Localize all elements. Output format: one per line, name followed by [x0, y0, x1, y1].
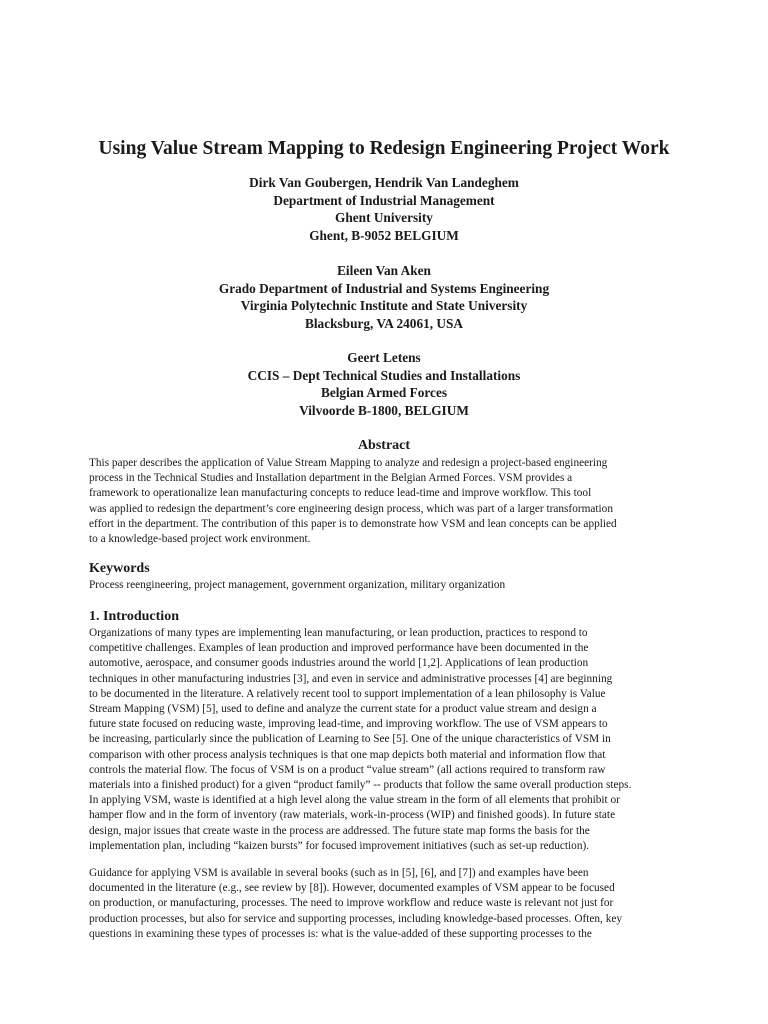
author-department: Grado Department of Industrial and Systems Engineering — [218, 280, 550, 296]
author-names: Geert Letens — [347, 350, 421, 365]
paragraph-line: implementation plan, including “kaizen bursts” for focused improvement initiatives (such as set-up reduction). — [89, 839, 590, 852]
paragraph-line: documented in the literature (e.g., see review by [8]). However, documented examples of VSM appear to be focused — [89, 882, 615, 895]
abstract-line: This paper describes the application of Value Stream Mapping to analyze and redesign a project-based engineering — [89, 457, 608, 469]
author-block-ccis — [0, 349, 768, 419]
keywords-body — [89, 578, 681, 593]
paragraph-line: to be documented in the literature. A relatively recent tool to support implementation of a lean philosophy is Value — [89, 687, 606, 700]
introduction-heading: 1. Introduction — [89, 609, 179, 624]
paragraph-line: In applying VSM, waste is identified at a high level along the value stream in the form of all elements that prohibit or — [89, 794, 620, 807]
author-names: Dirk Van Goubergen, Hendrik Van Landeghem — [249, 175, 519, 190]
paragraph-line: be increasing, particularly since the publication of Learning to See [5]. One of the unique characteristics of VSM in — [89, 733, 611, 746]
introduction-paragraph-1 — [89, 626, 681, 854]
paragraph-line: techniques in other manufacturing industries [3], and even in service and administrative processes [4] are beginning — [89, 672, 613, 685]
author-institution: Belgian Armed Forces — [320, 385, 448, 400]
paragraph-line: design, major issues that create waste in the process are addressed. The future state map forms the basis for the — [89, 824, 590, 837]
abstract-heading: Abstract — [357, 438, 411, 453]
paragraph-line: production processes, but also for service and supporting processes, including knowledge-based processes. Often, key — [89, 912, 623, 925]
abstract-body — [89, 456, 681, 547]
introduction-paragraph-2 — [89, 866, 681, 942]
author-department: CCIS – Dept Technical Studies and Installations — [247, 367, 521, 383]
abstract-line: was applied to redesign the department’s core engineering design process, which was part of a larger transformation — [89, 502, 613, 515]
paragraph-line: on production, or manufacturing, processes. The need to improve workflow and reduce waste is relevant not just for — [89, 897, 614, 910]
author-institution: Virginia Polytechnic Institute and State University — [240, 298, 528, 313]
paper-title: Using Value Stream Mapping to Redesign Engineering Project Work — [98, 138, 670, 159]
paragraph-line: Stream Mapping (VSM) [5], used to define and analyze the current state for a product value stream and design a — [89, 703, 597, 716]
abstract-line: effort in the department. The contribution of this paper is to demonstrate how VSM and lean concepts can be applied — [89, 517, 617, 530]
paragraph-line: questions in examining these types of processes is: what is the value-added of these supporting processes to the — [89, 927, 592, 940]
author-address: Vilvoorde B-1800, BELGIUM — [299, 402, 469, 418]
paragraph-line: future state focused on reducing waste, improving lead-time, and improving workflow. The use of VSM appears to — [89, 718, 608, 731]
author-block-ghent — [0, 174, 768, 244]
keywords-text: Process reengineering, project management, government organization, military organization — [89, 579, 506, 591]
paragraph-line: automotive, aerospace, and consumer goods industries around the world [1,2]. Applications of lean production — [89, 657, 589, 670]
author-department: Department of Industrial Management — [273, 192, 495, 208]
paragraph-line: comparison with other process analysis techniques is that one map depicts both material and information flow that — [89, 748, 606, 761]
abstract-line: process in the Technical Studies and Installation department in the Belgian Armed Forces. VSM provides a — [89, 472, 573, 485]
author-institution: Ghent University — [335, 210, 433, 225]
author-block-virginia-tech — [0, 262, 768, 332]
paragraph-line: competitive challenges. Examples of lean production and improved performance have been documented in the — [89, 642, 589, 655]
paragraph-line: Guidance for applying VSM is available in several books (such as in [5], [6], and [7]) and examples have been — [89, 867, 589, 879]
paragraph-line: hamper flow and in the form of inventory (raw materials, work-in-process (WIP) and finished goods). In future state — [89, 809, 616, 822]
author-address: Blacksburg, VA 24061, USA — [304, 315, 463, 331]
paragraph-line: Organizations of many types are implementing lean manufacturing, or lean production, practices to respond to — [89, 627, 588, 639]
paragraph-line: materials into a finished product) for a given “product family” -- products that follow the same overall production steps. — [89, 779, 632, 792]
abstract-line: framework to operationalize lean manufacturing concepts to reduce lead-time and improve workflow. This tool — [89, 487, 592, 500]
author-names: Eileen Van Aken — [337, 263, 431, 278]
keywords-heading: Keywords — [89, 561, 150, 576]
author-address: Ghent, B-9052 BELGIUM — [309, 227, 459, 243]
abstract-line: to a knowledge-based project work environment. — [89, 533, 311, 546]
paragraph-line: controls the material flow. The focus of VSM is on a product “value stream” (all actions required to transform raw — [89, 763, 606, 776]
